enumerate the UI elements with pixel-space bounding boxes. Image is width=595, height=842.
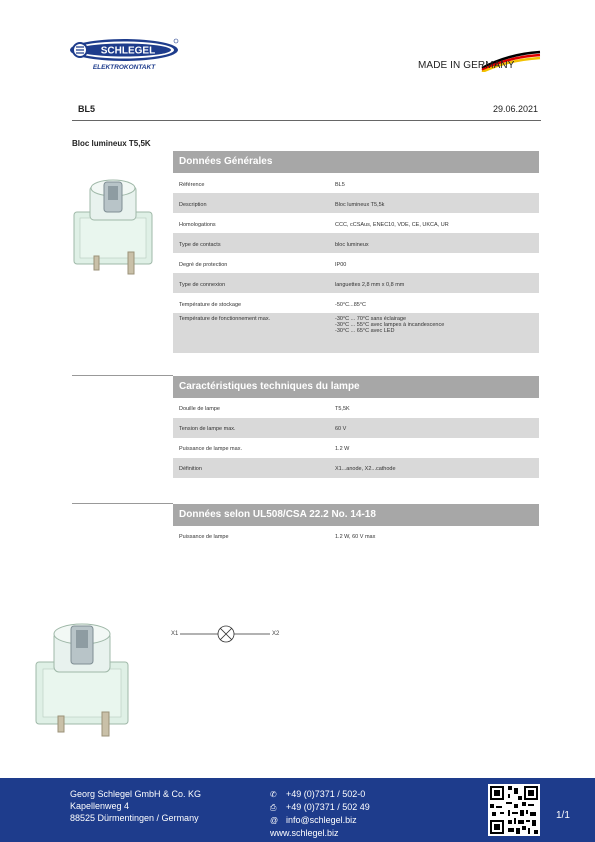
section-divider [72,375,173,376]
schematic-label-x2: X2 [272,631,280,637]
row-key: Puissance de lampe [179,534,229,540]
brand-sub-text: ELEKTROKONTAKT [92,64,156,71]
row-value: -50°C...85°C [335,302,366,308]
table-row [173,193,539,213]
footer [0,778,595,842]
website-link[interactable]: www.schlegel.biz [270,828,339,838]
schlegel-logo [68,38,180,72]
fax-number: +49 (0)7371 / 502 49 [286,802,370,812]
row-value: languettes 2,8 mm x 0,8 mm [335,282,405,288]
row-value: BL5 [335,182,345,188]
page-number: 1/1 [556,810,570,821]
fax-icon: ⎙ [270,803,277,812]
schematic-label-x1: X1 [171,631,179,637]
row-value: 1.2 W, 60 V max [335,534,376,540]
row-value: 60 V [335,426,347,432]
table-row [173,173,539,193]
section-general [173,151,539,353]
row-key: Référence [179,182,205,188]
section-lamp [173,376,539,478]
row-value: T5,5K [335,406,350,412]
row-value: CCC, cCSAus, ENEC10, VDE, CE, UKCA, UR [335,222,449,228]
table-row [173,438,539,458]
row-value-line: -30°C ... 55°C avec lampes à incandescence [335,322,445,328]
row-key: Température de fonctionnement max. [179,316,271,322]
row-value-line: -30°C ... 70°C sans éclairage [335,316,407,322]
made-in-germany: MADE IN GERMANY [418,60,515,71]
row-key: Douille de lampe [179,406,220,412]
section-divider [72,503,173,504]
row-value: 1.2 W [335,446,350,452]
table-row [173,273,539,293]
table-row [173,213,539,233]
table-row [173,233,539,253]
table-row [173,418,539,438]
table-row [173,293,539,313]
section-lamp-title: Caractéristiques techniques du lampe [173,376,539,398]
table-row [173,313,539,353]
row-key: Description [179,202,207,208]
table-row [173,526,539,546]
row-key: Définition [179,466,202,472]
row-key: Puissance de lampe max. [179,446,242,452]
phone-number[interactable]: +49 (0)7371 / 502-0 [286,789,366,799]
product-image-large [32,618,134,740]
section-ul-title: Données selon UL508/CSA 22.2 No. 14-18 [173,504,539,526]
row-value-multiline [335,316,539,353]
table-row [173,253,539,273]
company-city: 88525 Dürmentingen / Germany [70,813,199,823]
company-address [70,788,201,824]
table-row [173,398,539,418]
document-reference: BL5 [78,104,96,114]
row-key: Homologations [179,222,216,228]
row-value: bloc lumineux [335,242,369,248]
row-value: X1...anode, X2...cathode [335,466,396,472]
row-key: Type de contacts [179,242,221,248]
email-link[interactable]: info@schlegel.biz [286,815,357,825]
section-general-title: Données Générales [173,151,539,173]
product-title: Bloc lumineux T5,5K [72,139,151,148]
row-value: Bloc lumineux T5,5k [335,202,385,208]
row-key: Tension de lampe max. [179,426,236,432]
company-street: Kapellenweg 4 [70,801,130,811]
document-date: 29.06.2021 [492,104,538,114]
company-name: Georg Schlegel GmbH & Co. KG [70,789,202,799]
contact-info [270,788,370,839]
phone-icon: ✆ [270,790,277,799]
product-image [70,172,158,278]
row-value-line: -30°C ... 65°C avec LED [335,328,395,334]
header-divider [72,120,541,121]
row-key: Type de connexion [179,282,226,288]
qr-code[interactable] [488,784,540,836]
table-row [173,458,539,478]
row-key: Degré de protection [179,262,228,268]
brand-text: SCHLEGEL [100,45,156,57]
row-value: IP00 [335,262,347,268]
row-key: Température de stockage [179,302,242,308]
section-ul [173,504,539,546]
email-icon: @ [270,816,279,825]
